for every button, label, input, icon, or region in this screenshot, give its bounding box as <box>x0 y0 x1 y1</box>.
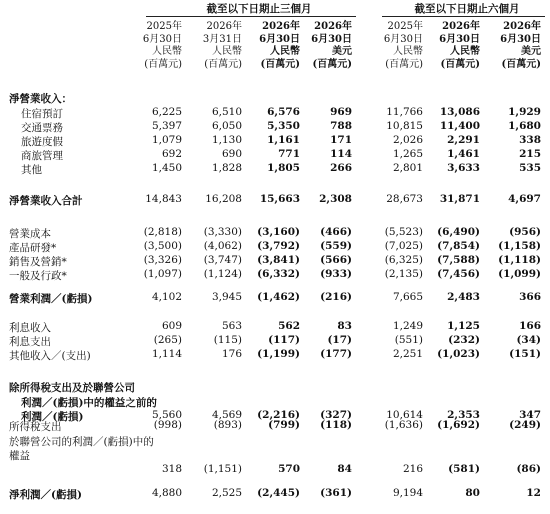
table-cell: (1,692) <box>437 419 480 431</box>
table-cell: 788 <box>330 120 352 132</box>
row-label: 利息支出 <box>9 336 51 348</box>
column-header-line: (百萬元) <box>312 58 352 70</box>
table-cell: (7,025) <box>384 240 423 252</box>
table-cell: (933) <box>320 268 352 280</box>
table-cell: (1,636) <box>384 419 423 431</box>
table-cell: 13,086 <box>439 106 480 118</box>
table-cell: (1,158) <box>498 240 541 252</box>
column-header-line: 人民幣 <box>212 46 242 57</box>
table-cell: (1,023) <box>437 348 480 360</box>
table-cell: 5,560 <box>151 409 182 421</box>
table-cell: (327) <box>320 409 352 421</box>
group-header-three-months: 截至以下日期止三個月 <box>206 3 312 15</box>
table-cell: (893) <box>213 419 242 431</box>
table-cell: (3,326) <box>143 254 182 266</box>
table-cell: 11,400 <box>439 120 480 132</box>
column-header-line: 人民幣 <box>270 46 300 57</box>
table-cell: (3,330) <box>203 226 242 238</box>
column-header-line: (百萬元) <box>144 58 182 70</box>
column-header-line: 美元 <box>521 46 541 57</box>
column-header-line: 6月30日 <box>383 33 423 45</box>
table-cell: 5,397 <box>151 120 182 132</box>
table-cell: (3,792) <box>257 240 300 252</box>
table-cell: (232) <box>448 334 480 346</box>
row-label: 營業利潤／(虧損) <box>9 293 93 305</box>
table-cell: 1,130 <box>211 134 242 146</box>
table-cell: 6,225 <box>151 106 182 118</box>
table-cell: (7,588) <box>437 254 480 266</box>
table-cell: 969 <box>330 106 352 118</box>
table-cell: 1,450 <box>151 162 182 174</box>
table-cell: (1,118) <box>498 254 541 266</box>
table-cell: (1,097) <box>143 268 182 280</box>
table-cell: 12 <box>526 487 541 499</box>
column-header-line: 人民幣 <box>450 46 480 57</box>
row-label: 其他 <box>21 164 42 176</box>
table-cell: (17) <box>327 334 352 346</box>
table-cell: (6,332) <box>257 268 300 280</box>
table-cell: (551) <box>394 334 423 346</box>
row-label: 銷售及營銷* <box>9 256 67 268</box>
table-cell: 6,050 <box>211 120 242 132</box>
table-cell: 11,766 <box>386 106 423 118</box>
table-cell: 15,663 <box>259 193 300 205</box>
table-cell: 2,801 <box>392 162 423 174</box>
table-cell: 16,208 <box>205 193 242 205</box>
column-header <box>240 21 300 71</box>
row-label: 住宿預訂 <box>21 108 63 120</box>
table-cell: (1,124) <box>203 268 242 280</box>
table-cell: 6,510 <box>211 106 242 118</box>
table-cell: 114 <box>330 148 352 160</box>
table-cell: 28,673 <box>386 193 423 205</box>
table-cell: (581) <box>448 463 480 475</box>
column-header-line: 人民幣 <box>152 46 182 57</box>
table-cell: 2,525 <box>211 487 242 499</box>
table-cell: 3,633 <box>447 162 480 174</box>
column-header <box>363 21 423 71</box>
table-cell: (7,456) <box>437 268 480 280</box>
table-cell: 31,871 <box>439 193 480 205</box>
row-label: 其他收入／(支出) <box>9 350 91 362</box>
table-cell: 690 <box>221 148 242 160</box>
table-cell: (1,151) <box>203 463 242 475</box>
table-cell: 1,828 <box>211 162 242 174</box>
column-header <box>292 21 352 71</box>
column-header-line: 2026年 <box>262 21 300 32</box>
table-cell: 6,576 <box>267 106 300 118</box>
column-header-line: (百萬元) <box>501 58 541 70</box>
table-cell: (117) <box>268 334 300 346</box>
table-cell: 84 <box>337 463 352 475</box>
table-cell: (115) <box>213 334 242 346</box>
table-cell: 570 <box>278 463 300 475</box>
table-cell: (177) <box>320 348 352 360</box>
table-cell: 10,815 <box>386 120 423 132</box>
table-cell: (5,523) <box>384 226 423 238</box>
row-label: 淨營業收入： <box>9 93 72 105</box>
table-cell: (956) <box>509 226 541 238</box>
table-cell: 83 <box>337 320 352 332</box>
table-cell: 1,805 <box>267 162 300 174</box>
column-header-line: (百萬元) <box>385 58 423 70</box>
table-cell: (3,160) <box>257 226 300 238</box>
table-cell: (216) <box>320 291 352 303</box>
table-cell: (3,841) <box>257 254 300 266</box>
column-header-line: 2026年 <box>503 21 541 32</box>
table-cell: 1,114 <box>151 348 182 360</box>
table-cell: 266 <box>330 162 352 174</box>
table-cell: 215 <box>519 148 541 160</box>
table-cell: 216 <box>402 463 423 475</box>
table-cell: (1,462) <box>257 291 300 303</box>
table-cell: (2,216) <box>257 409 300 421</box>
table-cell: 14,843 <box>145 193 182 205</box>
table-cell: (361) <box>320 487 352 499</box>
column-header-line: 6月30日 <box>142 33 182 45</box>
row-label: 產品研發* <box>9 242 57 254</box>
table-cell: 609 <box>161 320 182 332</box>
table-cell: (799) <box>268 419 300 431</box>
table-cell: 7,665 <box>392 291 423 303</box>
row-label-line: 利潤／(虧損)中的權益之前的 <box>21 397 157 409</box>
table-cell: (7,854) <box>437 240 480 252</box>
table-cell: 9,194 <box>392 487 423 499</box>
table-cell: (566) <box>320 254 352 266</box>
table-cell: (2,445) <box>257 487 300 499</box>
table-cell: 2,251 <box>392 348 423 360</box>
table-cell: (118) <box>320 419 352 431</box>
table-cell: 318 <box>161 463 182 475</box>
column-header-line: (百萬元) <box>260 58 300 70</box>
column-header <box>420 21 480 71</box>
table-cell: 2,308 <box>319 193 352 205</box>
column-header-line: 6月30日 <box>500 33 541 45</box>
row-label: 利息收入 <box>9 322 51 334</box>
table-cell: 4,102 <box>151 291 182 303</box>
column-header-line: 人民幣 <box>393 46 423 57</box>
table-cell: (3,500) <box>143 240 182 252</box>
table-cell: (1,099) <box>498 268 541 280</box>
column-header <box>182 21 242 71</box>
table-cell: 1,249 <box>392 320 423 332</box>
table-cell: 4,569 <box>211 409 242 421</box>
table-cell: 1,079 <box>151 134 182 146</box>
column-header <box>481 21 541 71</box>
row-label: 交通票務 <box>21 122 63 134</box>
table-cell: 176 <box>221 348 242 360</box>
column-header-line: 6月30日 <box>439 33 480 45</box>
column-header-line: 2025年 <box>146 21 182 32</box>
table-cell: 1,125 <box>447 320 480 332</box>
column-header-line: 2025年 <box>387 21 423 32</box>
column-header-line: 6月30日 <box>311 33 352 45</box>
column-header <box>122 21 182 71</box>
table-cell: (151) <box>509 348 541 360</box>
table-cell: (2,818) <box>143 226 182 238</box>
table-cell: 366 <box>519 291 541 303</box>
table-cell: (265) <box>153 334 182 346</box>
table-cell: 338 <box>519 134 541 146</box>
row-label-line: 除所得稅支出及於聯營公司 <box>9 382 135 394</box>
column-header-line: 2026年 <box>442 21 480 32</box>
table-cell: 2,353 <box>447 409 480 421</box>
table-cell: (998) <box>153 419 182 431</box>
table-cell: (1,199) <box>257 348 300 360</box>
row-label: 營業成本 <box>9 228 51 240</box>
table-cell: 4,697 <box>508 193 541 205</box>
table-cell: (3,747) <box>203 254 242 266</box>
table-cell: (466) <box>320 226 352 238</box>
column-header-line: (百萬元) <box>204 58 242 70</box>
table-cell: 4,880 <box>151 487 182 499</box>
table-cell: 347 <box>519 409 541 421</box>
table-cell: 2,291 <box>447 134 480 146</box>
table-cell: 1,461 <box>447 148 480 160</box>
table-cell: 80 <box>465 487 480 499</box>
table-cell: (2,135) <box>384 268 423 280</box>
table-cell: 166 <box>519 320 541 332</box>
row-label-line: 於聯營公司的利潤／(虧損)中的 <box>9 436 154 448</box>
table-cell: 2,483 <box>447 291 480 303</box>
row-label-line: 權益 <box>9 450 30 462</box>
column-header-line: 2026年 <box>314 21 352 32</box>
group-header-rule <box>382 16 545 17</box>
table-cell: (4,062) <box>203 240 242 252</box>
group-header-rule <box>146 16 356 17</box>
table-cell: 562 <box>278 320 300 332</box>
table-cell: 1,265 <box>392 148 423 160</box>
table-cell: (6,325) <box>384 254 423 266</box>
row-label: 淨利潤／(虧損) <box>9 489 82 501</box>
column-header-line: 6月30日 <box>259 33 300 45</box>
table-cell: (86) <box>516 463 541 475</box>
row-label: 淨營業收入合計 <box>9 195 83 207</box>
table-cell: 5,350 <box>267 120 300 132</box>
table-cell: (6,490) <box>437 226 480 238</box>
table-cell: 535 <box>519 162 541 174</box>
row-label: 旅遊度假 <box>21 136 63 148</box>
table-cell: 563 <box>221 320 242 332</box>
table-cell: 10,614 <box>386 409 423 421</box>
group-header-six-months: 截至以下日期止六個月 <box>414 3 520 15</box>
table-cell: 1,680 <box>508 120 541 132</box>
table-cell: (249) <box>509 419 541 431</box>
table-cell: 2,026 <box>392 134 423 146</box>
column-header-line: 3月31日 <box>202 33 242 45</box>
row-label: 一般及行政* <box>9 270 67 282</box>
column-header-line: (百萬元) <box>440 58 480 70</box>
table-cell: 3,945 <box>211 291 242 303</box>
row-label: 所得稅支出 <box>9 421 62 433</box>
column-header-line: 2026年 <box>206 21 242 32</box>
table-cell: 1,929 <box>508 106 541 118</box>
row-label-line: 利潤／(虧損) <box>21 411 84 423</box>
table-cell: 171 <box>330 134 352 146</box>
table-cell: 771 <box>278 148 300 160</box>
table-cell: (34) <box>516 334 541 346</box>
table-cell: 1,161 <box>267 134 300 146</box>
row-label: 商旅管理 <box>21 150 63 162</box>
table-cell: 692 <box>161 148 182 160</box>
table-cell: (559) <box>320 240 352 252</box>
column-header-line: 美元 <box>332 46 352 57</box>
